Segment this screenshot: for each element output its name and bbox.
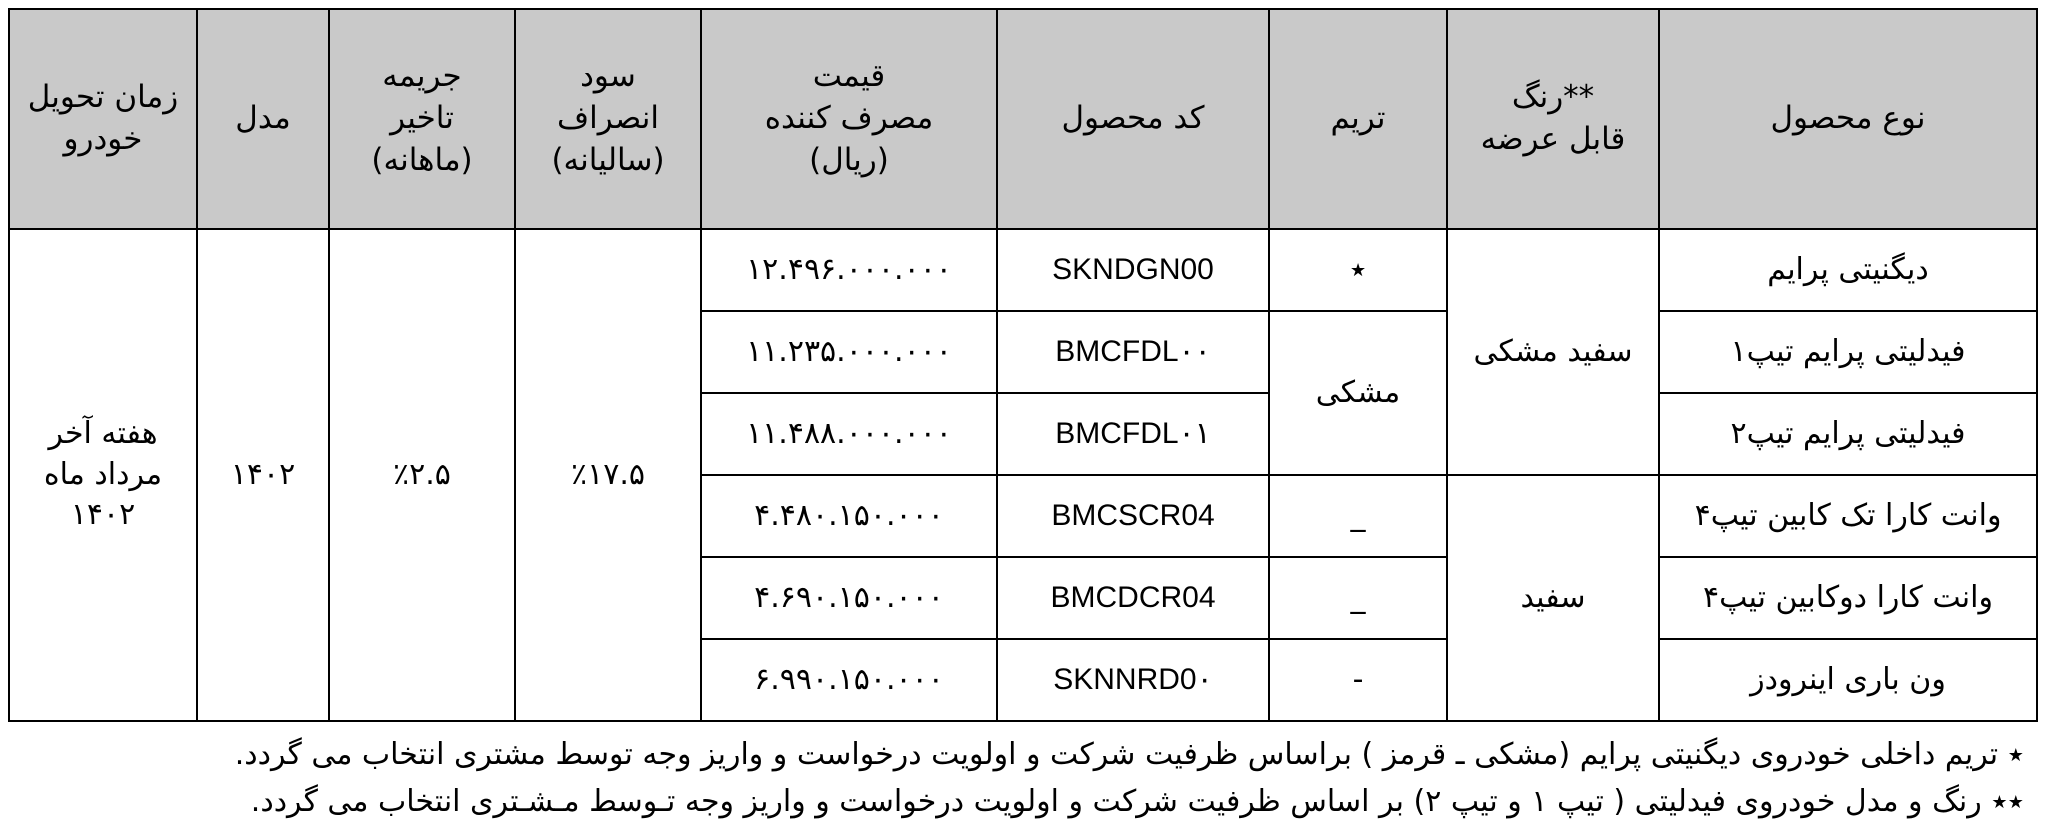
column-header-profit-line3: (سالیانه) — [522, 140, 694, 182]
cell-price: ۴.۴۸۰.۱۵۰.۰۰۰ — [701, 475, 997, 557]
cell-price: ۱۱.۲۳۵.۰۰۰.۰۰۰ — [701, 311, 997, 393]
table-row — [9, 229, 2037, 311]
cell-product-name: وانت کارا تک کابین تیپ۴ — [1659, 475, 2037, 557]
cell-delivery-time: هفته آخر مرداد ماه ۱۴۰۲ — [9, 229, 197, 721]
column-header-price — [701, 9, 997, 229]
column-header-product-code — [997, 9, 1269, 229]
column-header-price-line2: مصرف کننده — [708, 98, 990, 140]
cell-product-code: BMCSCR04 — [997, 475, 1269, 557]
vehicle-price-table — [8, 8, 2038, 722]
column-header-penalty — [329, 9, 515, 229]
column-header-product-label: نوع محصول — [1666, 98, 2030, 140]
cell-profit-rate: ٪۱۷.۵ — [515, 229, 701, 721]
cell-price: ۴.۶۹۰.۱۵۰.۰۰۰ — [701, 557, 997, 639]
cell-trim: - — [1269, 639, 1447, 721]
cell-trim: _ — [1269, 475, 1447, 557]
column-header-profit-line1: سود — [522, 56, 694, 98]
column-header-profit — [515, 9, 701, 229]
column-header-delivery-line1: زمان تحویل — [16, 77, 190, 119]
cell-product-code: SKNNRD0۰ — [997, 639, 1269, 721]
cell-color-group-white: سفید — [1447, 475, 1659, 721]
cell-product-name: فیدلیتی پرایم تیپ۲ — [1659, 393, 2037, 475]
column-header-delivery-line2: خودرو — [16, 119, 190, 161]
footnote-color-model: ٭٭ رنگ و مدل خودروی فیدلیتی ( تیپ ۱ و تیپ ۲) بر اساس ظرفیت شرکت و اولویت درخواست و واریز وجه تـوسط مـشـتری انتخاب می گردد. — [24, 779, 2024, 825]
cell-price: ۶.۹۹۰.۱۵۰.۰۰۰ — [701, 639, 997, 721]
cell-product-code: BMCFDL۰۱ — [997, 393, 1269, 475]
column-header-trim — [1269, 9, 1447, 229]
column-header-delivery — [9, 9, 197, 229]
column-header-product — [1659, 9, 2037, 229]
column-header-profit-line2: انصراف — [522, 98, 694, 140]
column-header-model-label: مدل — [204, 98, 322, 140]
cell-price: ۱۱.۴۸۸.۰۰۰.۰۰۰ — [701, 393, 997, 475]
cell-product-name: دیگنیتی پرایم — [1659, 229, 2037, 311]
cell-trim: ٭ — [1269, 229, 1447, 311]
footnotes — [10, 732, 2038, 825]
cell-product-name: وانت کارا دوکابین تیپ۴ — [1659, 557, 2037, 639]
column-header-penalty-line1: جریمه — [336, 56, 508, 98]
cell-trim: _ — [1269, 557, 1447, 639]
cell-product-name: ون باری اینرودز — [1659, 639, 2037, 721]
cell-product-code: BMCDCR04 — [997, 557, 1269, 639]
footnote-trim: ٭ تریم داخلی خودروی دیگنیتی پرایم (مشکی ـ قرمز ) براساس ظرفیت شرکت و اولویت درخواست و واریز وجه توسط مشتری انتخاب می گردد. — [24, 732, 2024, 779]
column-header-color — [1447, 9, 1659, 229]
cell-model-year: ۱۴۰۲ — [197, 229, 329, 721]
cell-color-group-white-black: سفید مشکی — [1447, 229, 1659, 475]
column-header-model — [197, 9, 329, 229]
column-header-product-code-label: کد محصول — [1004, 98, 1262, 140]
cell-product-code: SKNDGN00 — [997, 229, 1269, 311]
header-row — [9, 9, 2037, 229]
column-header-color-line2: قابل عرضه — [1454, 119, 1652, 161]
table-header — [9, 9, 2037, 229]
column-header-price-line1: قیمت — [708, 56, 990, 98]
column-header-price-line3: (ریال) — [708, 140, 990, 182]
column-header-penalty-line3: (ماهانه) — [336, 140, 508, 182]
cell-penalty-rate: ٪۲.۵ — [329, 229, 515, 721]
cell-trim: مشکی — [1269, 311, 1447, 475]
table-body — [9, 229, 2037, 721]
column-header-penalty-line2: تاخیر — [336, 98, 508, 140]
cell-product-code: BMCFDL۰۰ — [997, 311, 1269, 393]
column-header-trim-label: تریم — [1276, 98, 1440, 140]
cell-price: ۱۲.۴۹۶.۰۰۰.۰۰۰ — [701, 229, 997, 311]
column-header-color-line1: **رنگ — [1454, 77, 1652, 119]
cell-product-name: فیدلیتی پرایم تیپ۱ — [1659, 311, 2037, 393]
